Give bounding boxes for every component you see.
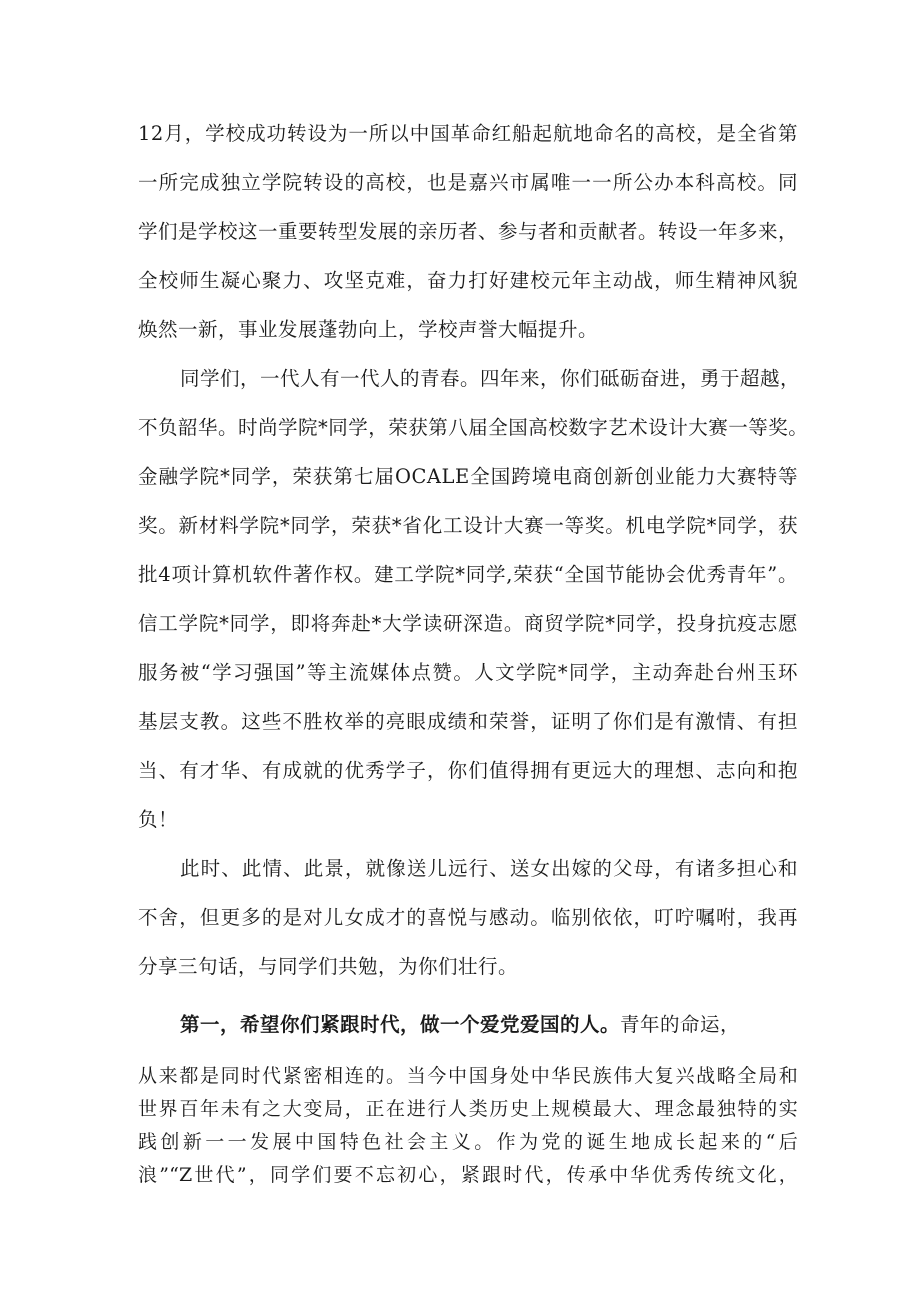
section-heading: 第一，希望你们紧跟时代，做一个爱党爱国的人。 — [180, 1013, 621, 1036]
paragraph-2-line-1: 同学们，一代人有一代人的青春。四年来，你们砥砺奋进，勇于超越， — [180, 367, 801, 390]
paragraph-3-line-2: 不舍，但更多的是对儿女成才的喜悦与感动。临别依依，叮咛嘱咐，我再 — [138, 906, 798, 929]
paragraph-2-line-4: 奖。新材料学院*同学，荣获*省化工设计大赛一等奖。机电学院*同学，获 — [138, 514, 798, 537]
paragraph-2-line-10: 负！ — [138, 808, 179, 831]
paragraph-2-line-3: 金融学院*同学，荣获第七届OCALE全国跨境电商创新创业能力大赛特等 — [138, 465, 798, 488]
section-heading-tail: 青年的命运， — [620, 1013, 741, 1036]
paragraph-1-line-3: 学们是学校这一重要转型发展的亲历者、参与者和贡献者。转设一年多来， — [138, 220, 799, 243]
paragraph-4-line-1: 从来都是同时代紧密相连的。当今中国身处中华民族伟大复兴战略全局和 — [138, 1065, 798, 1087]
paragraph-4-line-3: 践创新一一发展中国特色社会主义。作为党的诞生地成长起来的“后 — [138, 1131, 798, 1153]
paragraph-2-line-8: 基层支教。这些不胜枚举的亮眼成绩和荣誉，证明了你们是有激情、有担 — [138, 710, 798, 733]
paragraph-2-line-9: 当、有才华、有成就的优秀学子，你们值得拥有更远大的理想、志向和抱 — [138, 759, 798, 782]
paragraph-2-line-6: 信工学院*同学，即将奔赴*大学读研深造。商贸学院*同学，投身抗疫志愿 — [138, 612, 798, 635]
paragraph-1-line-5: 焕然一新，事业发展蓬勃向上，学校声誉大幅提升。 — [138, 318, 599, 341]
paragraph-4-line-2: 世界百年未有之大变局，正在进行人类历史上规模最大、理念最独特的实 — [138, 1098, 798, 1120]
paragraph-3-line-1: 此时、此情、此景，就像送儿远行、送女出嫁的父母，有诸多担心和 — [180, 857, 798, 880]
paragraph-2-line-2: 不负韶华。时尚学院*同学，荣获第八届全国高校数字艺术设计大赛一等奖。 — [138, 416, 809, 439]
paragraph-1-line-1: 12月，学校成功转设为一所以中国革命红船起航地命名的高校，是全省第 — [138, 122, 798, 145]
paragraph-1-line-4: 全校师生凝心聚力、攻坚克难，奋力打好建校元年主动战，师生精神风貌 — [138, 269, 798, 292]
paragraph-2-line-7: 服务被“学习强国”等主流媒体点赞。人文学院*同学，主动奔赴台州玉环 — [138, 661, 798, 684]
paragraph-1-line-2: 一所完成独立学院转设的高校，也是嘉兴市属唯一一所公办本科高校。同 — [138, 171, 798, 194]
paragraph-2-line-5: 批4项计算机软件著作权。建工学院*同学,荣获“全国节能协会优秀青年”。 — [138, 563, 798, 586]
paragraph-3-line-3: 分享三句话，与同学们共勉，为你们壮行。 — [138, 955, 519, 978]
paragraph-4-heading-line — [180, 1009, 798, 1037]
paragraph-4-line-4: 浪”“Z世代”，同学们要不忘初心，紧跟时代，传承中华优秀传统文化， — [138, 1164, 798, 1186]
